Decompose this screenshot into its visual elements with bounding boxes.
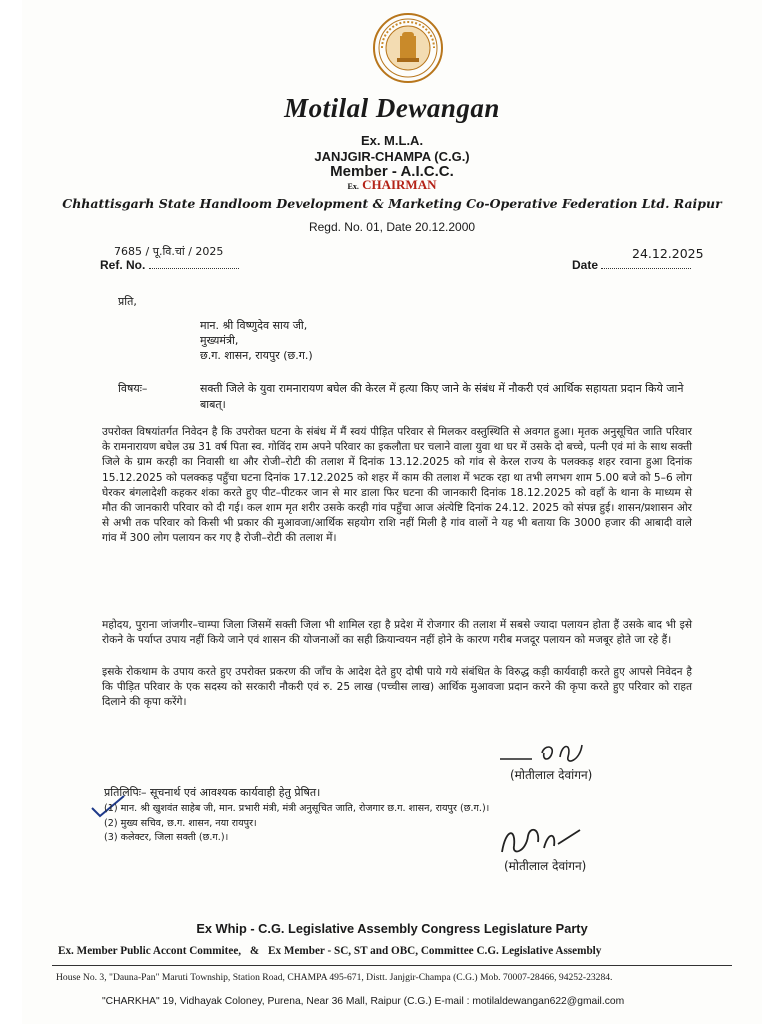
- subject-label: विषयः–: [118, 382, 148, 395]
- signatory-name-2: (मोतीलाल देवांगन): [504, 859, 587, 873]
- copy-item-3: (3) कलेक्टर, जिला सक्ती (छ.ग.)।: [104, 832, 229, 843]
- reference-label: Ref. No.: [100, 258, 146, 272]
- footer-whip-line: Ex Whip - C.G. Legislative Assembly Congress Legislature Party: [196, 921, 588, 936]
- signature-2-scribble: [492, 822, 587, 860]
- prati-label: प्रति,: [118, 295, 137, 308]
- footer-committee-a: Ex. Member Public Accont Commitee,: [58, 945, 242, 957]
- ex-mla-line: Ex. M.L.A.: [360, 133, 424, 148]
- recipient-line-3: छ.ग. शासन, रायपुर (छ.ग.): [200, 349, 313, 362]
- federation-line: Chhattisgarh State Handloom Development & Marketing Co-Operative Federation Ltd. Raipur: [62, 196, 722, 211]
- date-value: 24.12.2025: [632, 246, 704, 261]
- recipient-line-1: मान. श्री विष्णुदेव साय जी,: [200, 319, 308, 332]
- letterhead-name: Motilal Dewangan: [284, 93, 500, 123]
- footer-ampersand: &: [249, 945, 260, 957]
- member-aicc-line: Member - A.I.C.C.: [330, 163, 454, 180]
- copy-to-heading: प्रतिलिपिः– सूचनार्थ एवं आवश्यक कार्यवाही हेतु प्रेषित।: [104, 786, 321, 799]
- reference-number: 7685 / पू.वि.चां / 2025: [114, 245, 224, 258]
- constituency-line: JANJGIR-CHAMPA (C.G.): [314, 149, 470, 164]
- reference-label-row: [100, 258, 239, 272]
- body-paragraph-3: इसके रोकथाम के उपाय करते हुए उपरोक्त प्रकरण की जाँच के आदेश देते हुए दोषी पाये गये संबंधित के विरुद्ध कड़ी कार्यवाही करते हुए आपसे निवेदन है कि पीड़ित परिवार के एक सदस्य को सरकारी नौकरी एवं रु. 25 लाख (पच्चीस लाख) आर्थिक मुआवजा प्रदान करने की कृपा करते हुए परिवार को राहत दिलाने की कृपा करेंगे।: [102, 666, 692, 709]
- chairman-line: [22, 177, 762, 193]
- footer-address-raipur: "CHARKHA" 19, Vidhayak Coloney, Purena, Near 36 Mall, Raipur (C.G.) E-mail : motilaldewangan622@gmail.com: [102, 996, 625, 1007]
- recipient-address: [200, 318, 313, 363]
- signatory-name: (मोतीलाल देवांगन): [510, 768, 593, 782]
- registration-line: Regd. No. 01, Date 20.12.2000: [308, 220, 476, 234]
- body-paragraph-1: उपरोक्त विषयांतर्गत निवेदन है कि उपरोक्त घटना के संबंध में मैं स्वयं पीड़ित परिवार से मिलकर वस्तुस्थिति से अवगत हुआ। मृतक अनुसूचित जाति परिवार के रामनारायण बघेल उम्र 31 वर्ष पिता स्व. गोविंद राम अपने परिवार का इकलौता घर चलाने वाला युवा था घर में उसके दो बच्चे, पत्नी एवं मां के साथ सक्ती जिले के ग्राम करही का निवासी था और रोजी–रोटी की तलाश में दिनांक 13.12.2025 को गांव से केरल राज्य के पलक्कड़ शहर रवाना हुआ दिनांक 15.12.2025 को पलक्कड़ पहुँचा घटना दिनांक 17.12.2025 को शहर में काम की तलाश में भटक रहा था तभी लगभग शाम 5.00 बजे को 5–6 लोग घेरकर बंगलादेशी कहकर शंका करते हुए पीट–पीटकर जान से मार डाला फिर घटना की जानकारी दिनांक 18.12.2025 को वहाँ के थाना के माध्यम से मौत की जानकारी परिवार को दी गई। कल शाम मृत शरीर उसके करही गांव पहुँचा आज अंत्येष्टि दिनांक 24.12. 2025 को संपन्न हुई। शासन/प्रशासन ओर से अभी तक परिवार को किसी भी प्रकार की मुआवजा/आर्थिक सहयोग राशि नहीं मिली है गांव वालों ने यह भी बताया कि 3000 हजार की आबादी वाले गांव में 300 लोग पलायन कर गए है रोजी–रोटी की तलाश में।: [102, 426, 692, 545]
- recipient-line-2: मुख्यमंत्री,: [200, 334, 239, 347]
- ex-label: Ex.: [347, 182, 359, 191]
- chairman-label: CHAIRMAN: [362, 177, 437, 192]
- footer-address-champa: House No. 3, "Dauna-Pan" Maruti Township, Station Road, CHAMPA 495-671, Distt. Janjgir-Champa (C.G.) Mob. 70007-28466, 94252-23284.: [56, 972, 613, 983]
- date-dotted-line: [601, 258, 691, 269]
- date-label: Date: [572, 258, 599, 272]
- subject-text: सक्ती जिले के युवा रामनारायण बघेल की केरल में हत्या किए जाने के संबंध में नौकरी एवं आर्थिक सहायता प्रदान किये जाने बाबत्।: [200, 382, 684, 411]
- body-paragraph-2: महोदय, पुराना जांजगीर–चाम्पा जिला जिसमें सक्ती जिला भी शामिल रहा है प्रदेश में रोजगार की तलाश में सबसे ज्यादा पलायन होता हैं उसके बाद भी इसे रोकने के पर्याप्त उपाय नहीं किये जाने एवं शासन की योजनाओं का सही क्रियान्वयन नहीं होने के कारण गरीब मजदूर पलायन को मजबूर होते जा रहे हैं।: [102, 619, 692, 647]
- copy-to-list: [104, 802, 489, 846]
- footer-committee-b: Ex Member - SC, ST and OBC, Committee C.G. Legislative Assembly: [268, 945, 602, 957]
- letter-page: [22, 0, 762, 1024]
- signature-scribble: [492, 737, 602, 769]
- copy-item-2: (2) मुख्य सचिव, छ.ग. शासन, नया रायपुर।: [104, 817, 257, 829]
- state-emblem-seal: [372, 12, 444, 84]
- copy-item-1: (1) मान. श्री खुशवंत साहेब जी, मान. प्रभारी मंत्री, मंत्री अनुसूचित जाति, रोजगार छ.ग. शासन, रायपुर (छ.ग.)।: [104, 803, 490, 814]
- reference-dotted-line: [149, 258, 239, 269]
- footer-divider: [52, 965, 732, 966]
- footer-committees-line: [58, 945, 601, 957]
- date-label-row: [572, 258, 691, 272]
